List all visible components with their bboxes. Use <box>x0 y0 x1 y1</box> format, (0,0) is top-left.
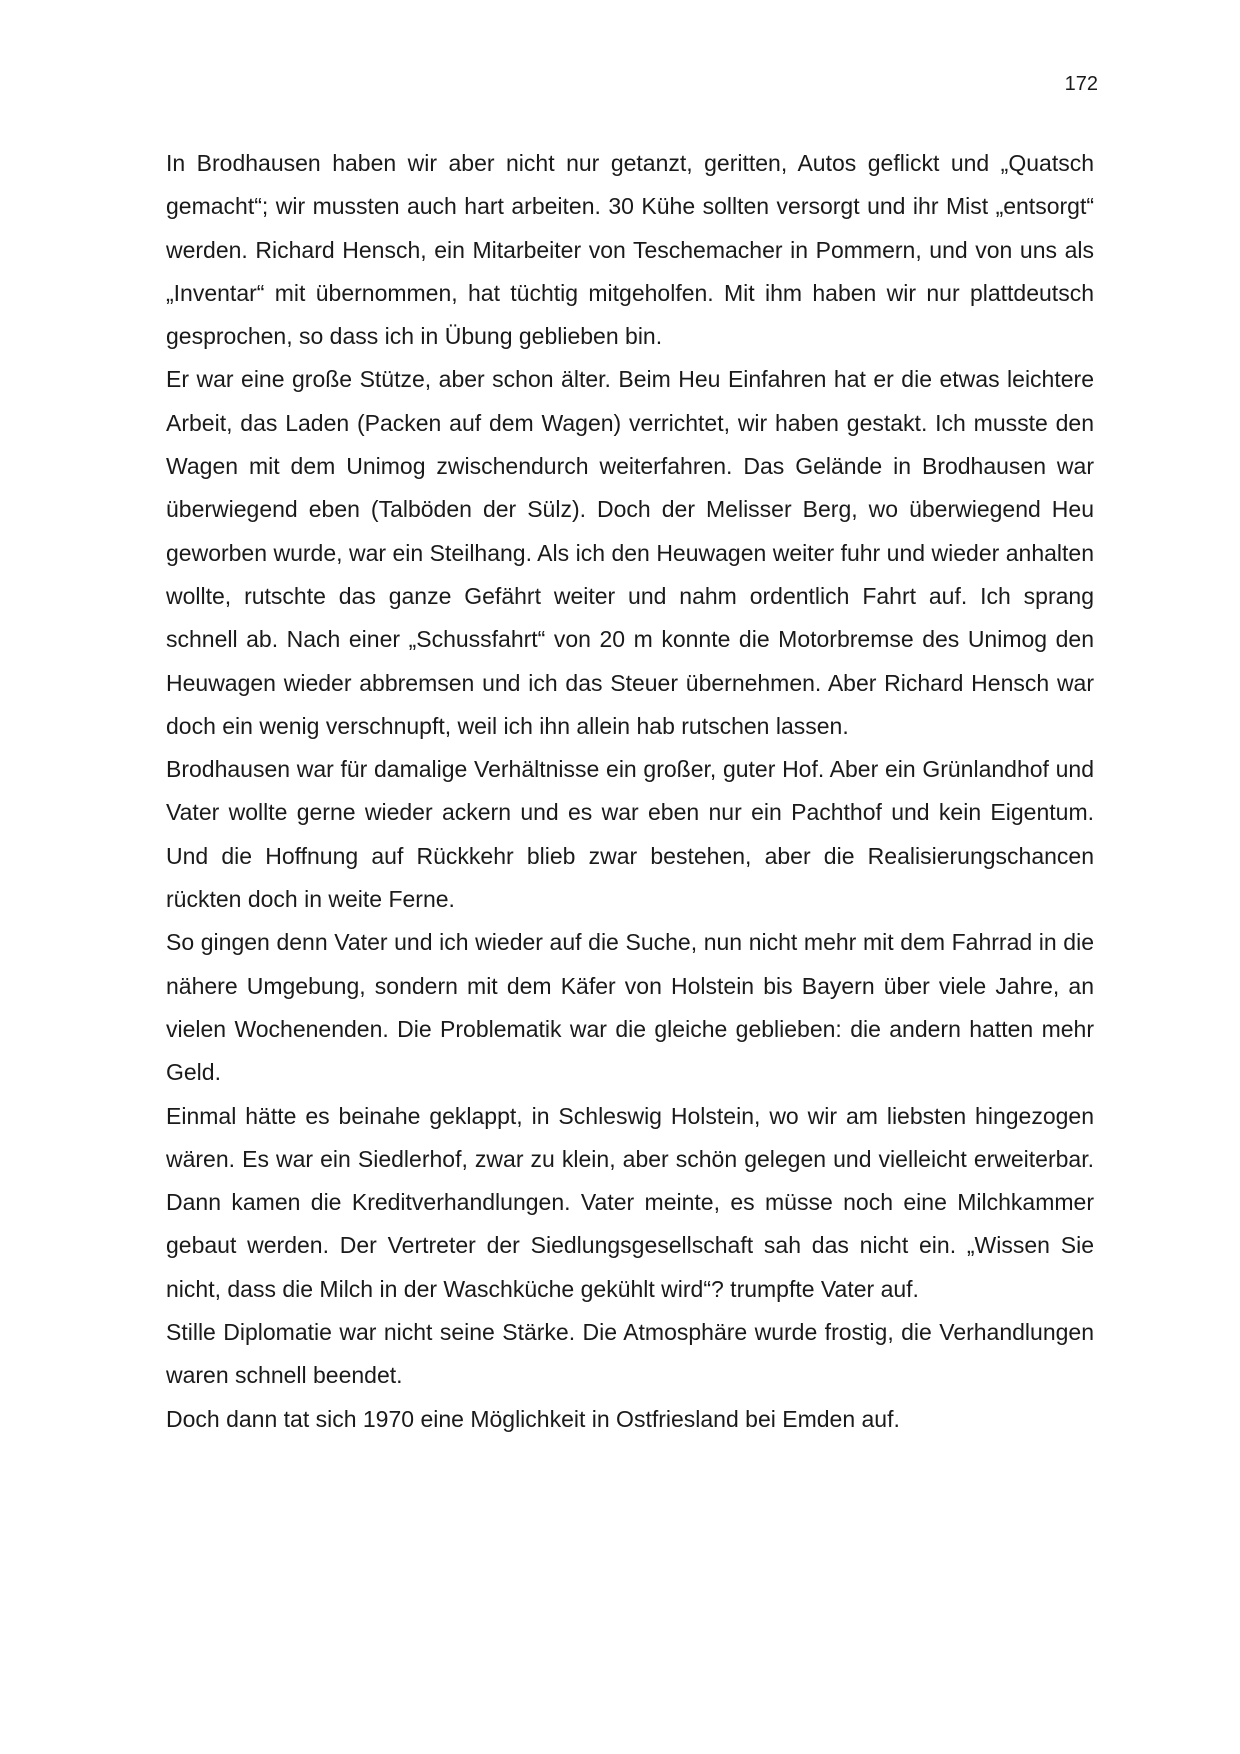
paragraph: Doch dann tat sich 1970 eine Möglichkeit in Ostfriesland bei Emden auf. <box>166 1405 900 1432</box>
page-number: 172 <box>1064 73 1098 95</box>
paragraph: Stille Diplomatie war nicht seine Stärke. Die Atmosphäre wurde frostig, die Verhandlungen waren schnell beendet. <box>166 1319 1094 1389</box>
paragraph: Brodhausen war für damalige Verhältnisse ein großer, guter Hof. Aber ein Grünlandhof und Vater wollte gerne wieder ackern und es war eben nur ein Pachthof und kein Eigentum. Und die Hoffnung auf Rückkehr blieb zwar bestehen, aber die Realisierungschancen rückten doch in weite Ferne. <box>166 756 1094 913</box>
body-text <box>166 142 1094 1441</box>
paragraph: Er war eine große Stütze, aber schon älter. Beim Heu Einfahren hat er die etwas leichtere Arbeit, das Laden (Packen auf dem Wagen) verrichtet, wir haben gestakt. Ich musste den Wagen mit dem Unimog zwischendurch weiterfahren. Das Gelände in Brodhausen war überwiegend eben (Talböden der Sülz). Doch der Melisser Berg, wo überwiegend Heu geworben wurde, war ein Steilhang. Als ich den Heuwagen weiter fuhr und wieder anhalten wollte, rutschte das ganze Gefährt weiter und nahm ordentlich Fahrt auf. Ich sprang schnell ab. Nach einer „Schussfahrt“ von 20 m konnte die Motorbremse des Unimog den Heuwagen wieder abbremsen und ich das Steuer übernehmen. Aber Richard Hensch war doch ein wenig verschnupft, weil ich ihn allein hab rutschen lassen. <box>166 366 1094 739</box>
paragraph: In Brodhausen haben wir aber nicht nur getanzt, geritten, Autos geflickt und „Quatsch gemacht“; wir mussten auch hart arbeiten. 30 Kühe sollten versorgt und ihr Mist „entsorgt“ werden. Richard Hensch, ein Mitarbeiter von Teschemacher in Pommern, und von uns als „Inventar“ mit übernommen, hat tüchtig mitgeholfen. Mit ihm haben wir nur plattdeutsch gesprochen, so dass ich in Übung geblieben bin. <box>166 150 1094 350</box>
paragraph: Einmal hätte es beinahe geklappt, in Schleswig Holstein, wo wir am liebsten hingezogen wären. Es war ein Siedlerhof, zwar zu klein, aber schön gelegen und vielleicht erweiterbar. Dann kamen die Kreditverhandlungen. Vater meinte, es müsse noch eine Milchkammer gebaut werden. Der Vertreter der Siedlungsgesellschaft sah das nicht ein. „Wissen Sie nicht, dass die Milch in der Waschküche gekühlt wird“? trumpfte Vater auf. <box>166 1102 1094 1302</box>
paragraph: So gingen denn Vater und ich wieder auf die Suche, nun nicht mehr mit dem Fahrrad in die nähere Umgebung, sondern mit dem Käfer von Holstein bis Bayern über viele Jahre, an vielen Wochenenden. Die Problematik war die gleiche geblieben: die andern hatten mehr Geld. <box>166 929 1094 1086</box>
